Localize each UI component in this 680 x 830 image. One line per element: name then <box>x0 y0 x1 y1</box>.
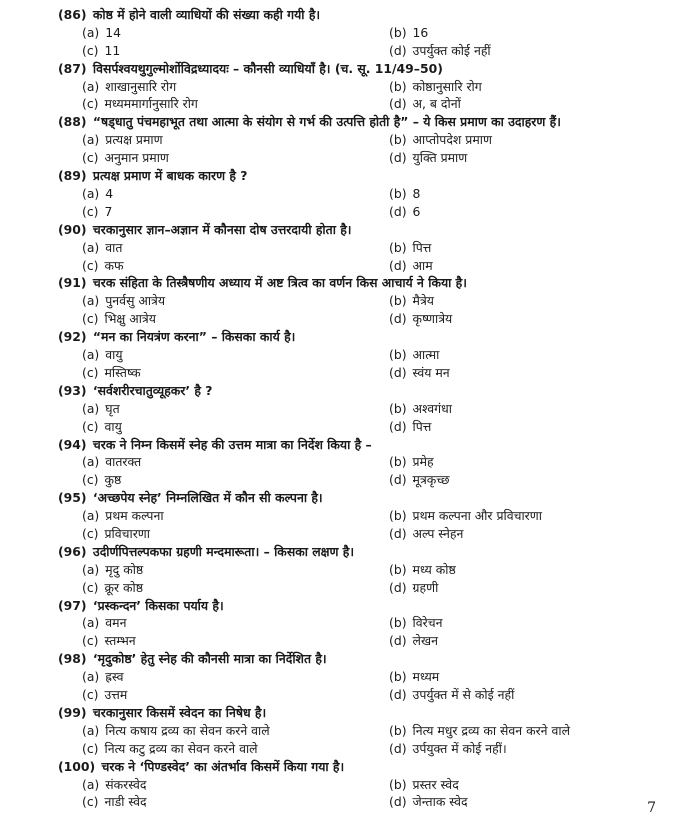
option-label: (c) <box>82 472 99 488</box>
option-text: युक्ति प्रमाण <box>412 150 468 166</box>
question-stem <box>58 597 658 615</box>
options-grid <box>58 346 658 382</box>
option-text: मध्यम <box>412 669 440 685</box>
option-label: (b) <box>389 722 407 738</box>
option-label: (d) <box>389 257 407 273</box>
question-stem <box>58 6 658 24</box>
option-label: (b) <box>389 78 407 94</box>
option-label: (d) <box>389 150 407 166</box>
option-label: (c) <box>82 96 99 112</box>
option-text: घृत <box>105 400 120 416</box>
option-label: (d) <box>389 364 407 380</box>
options-grid <box>58 24 658 60</box>
option-label: (d) <box>389 311 407 327</box>
option-text: 7 <box>104 203 113 219</box>
option-label: (a) <box>82 561 100 577</box>
option-label: (a) <box>82 185 100 201</box>
question-stem <box>58 328 658 346</box>
options-grid <box>58 400 658 436</box>
question-number: (96) <box>58 543 87 559</box>
options-grid <box>58 561 658 597</box>
options-grid <box>58 185 658 221</box>
option-text: ह्रस्व <box>105 669 124 685</box>
option-label: (d) <box>389 96 407 112</box>
option-label: (b) <box>389 561 407 577</box>
option-label: (a) <box>82 454 100 470</box>
option-label: (c) <box>82 364 99 380</box>
option-label: (a) <box>82 24 100 40</box>
question-block <box>58 274 658 328</box>
question-text: ‘सर्वशरीरचातुव्यूहकर’ है ? <box>92 382 213 398</box>
option-text: ग्रहणी <box>412 579 439 595</box>
answer-option <box>389 668 679 686</box>
question-number: (89) <box>58 168 87 184</box>
answer-option <box>82 310 389 328</box>
option-label: (b) <box>389 239 407 255</box>
answer-option <box>389 292 679 310</box>
question-number: (97) <box>58 597 87 613</box>
answer-option <box>82 95 389 113</box>
question-block <box>58 489 658 543</box>
option-text: आप्तोपदेश प्रमाण <box>412 132 492 148</box>
option-label: (d) <box>389 633 407 649</box>
option-label: (c) <box>82 687 99 703</box>
question-stem <box>58 758 658 776</box>
option-label: (a) <box>82 669 100 685</box>
question-text: ‘प्रस्कन्दन’ किसका पर्याय है। <box>92 597 224 613</box>
option-label: (d) <box>389 418 407 434</box>
answer-option <box>389 722 679 740</box>
question-text: “षड्धातु पंचमहाभूत तथा आत्मा के संयोग से गर्भ की उत्पत्ति होती है” – ये किस प्रमाण का उदाहरण हैं। <box>92 114 561 130</box>
option-label: (d) <box>389 687 407 703</box>
question-text: चरकानुसार किसमें स्वेदन का निषेध है। <box>92 704 267 720</box>
option-label: (a) <box>82 132 100 148</box>
answer-option <box>82 793 389 811</box>
question-text: “मन का नियत्रंण करना” – किसका कार्य है। <box>92 329 296 345</box>
question-stem <box>58 704 658 722</box>
option-text: अ, ब दोनों <box>412 96 461 112</box>
answer-option <box>389 400 679 418</box>
option-text: कृष्णात्रेय <box>412 311 453 327</box>
option-label: (d) <box>389 525 407 541</box>
option-text: मस्तिष्क <box>104 364 141 380</box>
answer-option <box>82 632 389 650</box>
option-label: (b) <box>389 508 407 524</box>
answer-option <box>82 24 389 42</box>
page-number: 7 <box>647 800 656 816</box>
option-label: (a) <box>82 347 100 363</box>
answer-option <box>389 507 679 525</box>
option-label: (b) <box>389 615 407 631</box>
answer-option <box>389 776 679 794</box>
answer-option <box>389 203 679 221</box>
option-text: 6 <box>412 203 421 219</box>
option-text: 4 <box>105 185 114 201</box>
question-block <box>58 328 658 382</box>
question-block <box>58 382 658 436</box>
question-block <box>58 704 658 758</box>
question-block <box>58 6 658 60</box>
option-text: कोष्ठानुसारि रोग <box>412 78 482 94</box>
question-number: (99) <box>58 704 87 720</box>
options-grid <box>58 239 658 275</box>
answer-option <box>389 453 679 471</box>
question-block <box>58 597 658 651</box>
answer-option <box>82 239 389 257</box>
answer-option <box>82 418 389 436</box>
option-text: क्रूर कोष्ठ <box>104 579 144 595</box>
option-text: प्रस्तर स्वेद <box>412 776 459 792</box>
option-label: (c) <box>82 418 99 434</box>
option-text: प्रविचारणा <box>104 525 150 541</box>
question-stem <box>58 489 658 507</box>
answer-option <box>82 579 389 597</box>
answer-option <box>82 614 389 632</box>
question-number: (92) <box>58 329 87 345</box>
question-stem <box>58 650 658 668</box>
option-text: नाडी स्वेद <box>104 794 147 810</box>
answer-option <box>82 203 389 221</box>
answer-option <box>82 525 389 543</box>
option-text: शाखानुसारि रोग <box>105 78 177 94</box>
option-text: स्तम्भन <box>104 633 136 649</box>
option-label: (a) <box>82 722 100 738</box>
answer-option <box>389 42 679 60</box>
question-text: चरकानुसार ज्ञान–अज्ञान में कौनसा दोष उत्तरदायी होता है। <box>92 221 352 237</box>
answer-option <box>82 364 389 382</box>
option-text: आम <box>412 257 433 273</box>
option-text: अश्वगंधा <box>412 400 452 416</box>
question-number: (94) <box>58 436 87 452</box>
answer-option <box>82 42 389 60</box>
option-text: 8 <box>412 185 421 201</box>
question-number: (100) <box>58 758 96 774</box>
question-stem <box>58 382 658 400</box>
answer-option <box>82 668 389 686</box>
option-text: स्वंय मन <box>412 364 450 380</box>
answer-option <box>82 686 389 704</box>
option-label: (b) <box>389 454 407 470</box>
option-text: आत्मा <box>412 347 440 363</box>
option-label: (b) <box>389 293 407 309</box>
question-number: (98) <box>58 651 87 667</box>
answer-option <box>389 24 679 42</box>
question-number: (95) <box>58 490 87 506</box>
option-label: (b) <box>389 400 407 416</box>
option-text: प्रथम कल्पना <box>105 508 164 524</box>
options-grid <box>58 722 658 758</box>
answer-option <box>389 78 679 96</box>
answer-option <box>82 149 389 167</box>
answer-option <box>389 149 679 167</box>
question-list <box>58 6 658 811</box>
option-text: उपर्युक्त में से कोई नहीं <box>412 687 515 703</box>
option-label: (d) <box>389 579 407 595</box>
option-label: (c) <box>82 311 99 327</box>
options-grid <box>58 776 658 812</box>
option-text: मृदु कोष्ठ <box>105 561 144 577</box>
question-text: चरक ने निम्न किसमें स्नेह की उत्तम मात्रा का निर्देश किया है – <box>92 436 372 452</box>
answer-option <box>82 78 389 96</box>
question-block <box>58 60 658 114</box>
option-label: (b) <box>389 669 407 685</box>
option-text: वमन <box>105 615 127 631</box>
answer-option <box>389 418 679 436</box>
answer-option <box>389 525 679 543</box>
question-text: ‘मृदुकोष्ठ’ हेतु स्नेह की कौनसी मात्रा का निर्देशित है। <box>92 651 327 667</box>
answer-option <box>389 561 679 579</box>
answer-option <box>82 507 389 525</box>
answer-option <box>82 185 389 203</box>
options-grid <box>58 453 658 489</box>
option-label: (c) <box>82 42 99 58</box>
option-label: (a) <box>82 239 100 255</box>
option-text: नित्य कटु द्रव्य का सेवन करने वाले <box>104 740 258 756</box>
answer-option <box>82 131 389 149</box>
answer-option <box>389 579 679 597</box>
answer-option <box>389 310 679 328</box>
option-text: विरेचन <box>412 615 443 631</box>
option-text: मूत्रकृच्छ <box>412 472 450 488</box>
question-number: (87) <box>58 60 87 76</box>
option-label: (b) <box>389 776 407 792</box>
option-text: उत्तम <box>104 687 128 703</box>
question-block <box>58 758 658 812</box>
question-number: (93) <box>58 382 87 398</box>
option-text: भिक्षु आत्रेय <box>104 311 156 327</box>
option-label: (d) <box>389 794 407 810</box>
option-text: 14 <box>105 24 122 40</box>
question-text: उदीर्णपित्तल्पकफा ग्रहणी मन्दमारूता। – किसका लक्षण है। <box>92 543 355 559</box>
option-text: पुनर्वसु आत्रेय <box>105 293 166 309</box>
option-label: (a) <box>82 293 100 309</box>
answer-option <box>82 346 389 364</box>
question-number: (86) <box>58 7 87 22</box>
answer-option <box>389 185 679 203</box>
option-label: (a) <box>82 776 100 792</box>
question-stem <box>58 113 658 131</box>
options-grid <box>58 507 658 543</box>
question-stem <box>58 167 658 185</box>
answer-option <box>82 561 389 579</box>
option-text: प्रथम कल्पना और प्रविचारणा <box>412 508 542 524</box>
question-text: ‘अच्छपेय स्नेह’ निम्नलिखित में कौन सी कल्पना है। <box>92 490 323 506</box>
question-stem <box>58 221 658 239</box>
options-grid <box>58 78 658 114</box>
question-number: (90) <box>58 221 87 237</box>
question-block <box>58 221 658 275</box>
question-text: विसर्पश्वयथुगुल्मोर्शोविद्रध्यादयः – कौनसी व्याधियाँ है। (च. सू. 11/49–50) <box>92 60 443 76</box>
question-number: (91) <box>58 275 87 291</box>
question-stem <box>58 543 658 561</box>
answer-option <box>389 632 679 650</box>
options-grid <box>58 668 658 704</box>
option-text: जेन्ताक स्वेद <box>412 794 468 810</box>
option-text: मैत्रेय <box>412 293 434 309</box>
answer-option <box>82 400 389 418</box>
option-label: (c) <box>82 150 99 166</box>
question-block <box>58 650 658 704</box>
answer-option <box>389 614 679 632</box>
option-text: वात <box>105 239 123 255</box>
option-label: (c) <box>82 579 99 595</box>
answer-option <box>389 239 679 257</box>
option-label: (b) <box>389 347 407 363</box>
option-label: (a) <box>82 78 100 94</box>
option-text: मध्य कोष्ठ <box>412 561 456 577</box>
option-text: 11 <box>104 42 121 58</box>
answer-option <box>82 292 389 310</box>
option-text: प्रमेह <box>412 454 434 470</box>
option-text: संकरस्वेद <box>105 776 147 792</box>
answer-option <box>389 131 679 149</box>
option-label: (b) <box>389 185 407 201</box>
options-grid <box>58 292 658 328</box>
option-text: पित्त <box>412 418 432 434</box>
answer-option <box>82 471 389 489</box>
option-text: लेखन <box>412 633 438 649</box>
question-stem <box>58 436 658 454</box>
option-label: (a) <box>82 400 100 416</box>
question-stem <box>58 60 658 78</box>
answer-option <box>82 257 389 275</box>
question-text: प्रत्यक्ष प्रमाण में बाधक कारण है ? <box>92 168 248 184</box>
question-text: कोष्ठ में होने वाली व्याधियों की संख्या कही गयी है। <box>92 7 321 22</box>
question-number: (88) <box>58 114 87 130</box>
option-text: कफ <box>104 257 124 273</box>
option-label: (d) <box>389 42 407 58</box>
question-block <box>58 113 658 167</box>
option-text: उर्पयुक्त में कोई नहीं। <box>412 740 507 756</box>
option-text: नित्य कषाय द्रव्य का सेवन करने वाले <box>105 722 270 738</box>
answer-option <box>389 740 679 758</box>
option-label: (a) <box>82 615 100 631</box>
option-text: वायु <box>104 418 122 434</box>
option-text: उपर्युक्त कोई नहीं <box>412 42 491 58</box>
options-grid <box>58 614 658 650</box>
option-text: नित्य मधुर द्रव्य का सेवन करने वाले <box>412 722 570 738</box>
answer-option <box>389 346 679 364</box>
option-label: (d) <box>389 203 407 219</box>
option-text: प्रत्यक्ष प्रमाण <box>105 132 163 148</box>
option-label: (c) <box>82 525 99 541</box>
answer-option <box>82 740 389 758</box>
answer-option <box>389 686 679 704</box>
option-text: मध्यममार्गानुसारि रोग <box>104 96 198 112</box>
question-text: चरक संहिता के तिस्त्रैषणीय अध्याय में अष्ट त्रित्व का वर्णन किस आचार्य ने किया है। <box>92 275 467 291</box>
answer-option <box>389 793 679 811</box>
option-text: कुष्ठ <box>104 472 122 488</box>
option-label: (a) <box>82 508 100 524</box>
question-block <box>58 543 658 597</box>
option-label: (c) <box>82 257 99 273</box>
option-text: 16 <box>412 24 429 40</box>
option-text: वातरक्त <box>105 454 142 470</box>
question-block <box>58 167 658 221</box>
answer-option <box>389 257 679 275</box>
option-label: (c) <box>82 794 99 810</box>
option-text: पित्त <box>412 239 432 255</box>
answer-option <box>389 471 679 489</box>
question-text: चरक ने ‘पिण्डस्वेद’ का अंतर्भाव किसमें किया गया है। <box>101 758 345 774</box>
option-label: (d) <box>389 740 407 756</box>
answer-option <box>82 453 389 471</box>
question-stem <box>58 274 658 292</box>
option-label: (c) <box>82 633 99 649</box>
option-text: अनुमान प्रमाण <box>104 150 169 166</box>
option-text: अल्प स्नेहन <box>412 525 464 541</box>
option-text: वायु <box>105 347 123 363</box>
options-grid <box>58 131 658 167</box>
answer-option <box>389 364 679 382</box>
option-label: (d) <box>389 472 407 488</box>
option-label: (b) <box>389 132 407 148</box>
option-label: (c) <box>82 203 99 219</box>
answer-option <box>389 95 679 113</box>
option-label: (c) <box>82 740 99 756</box>
question-block <box>58 436 658 490</box>
answer-option <box>82 776 389 794</box>
answer-option <box>82 722 389 740</box>
option-label: (b) <box>389 24 407 40</box>
